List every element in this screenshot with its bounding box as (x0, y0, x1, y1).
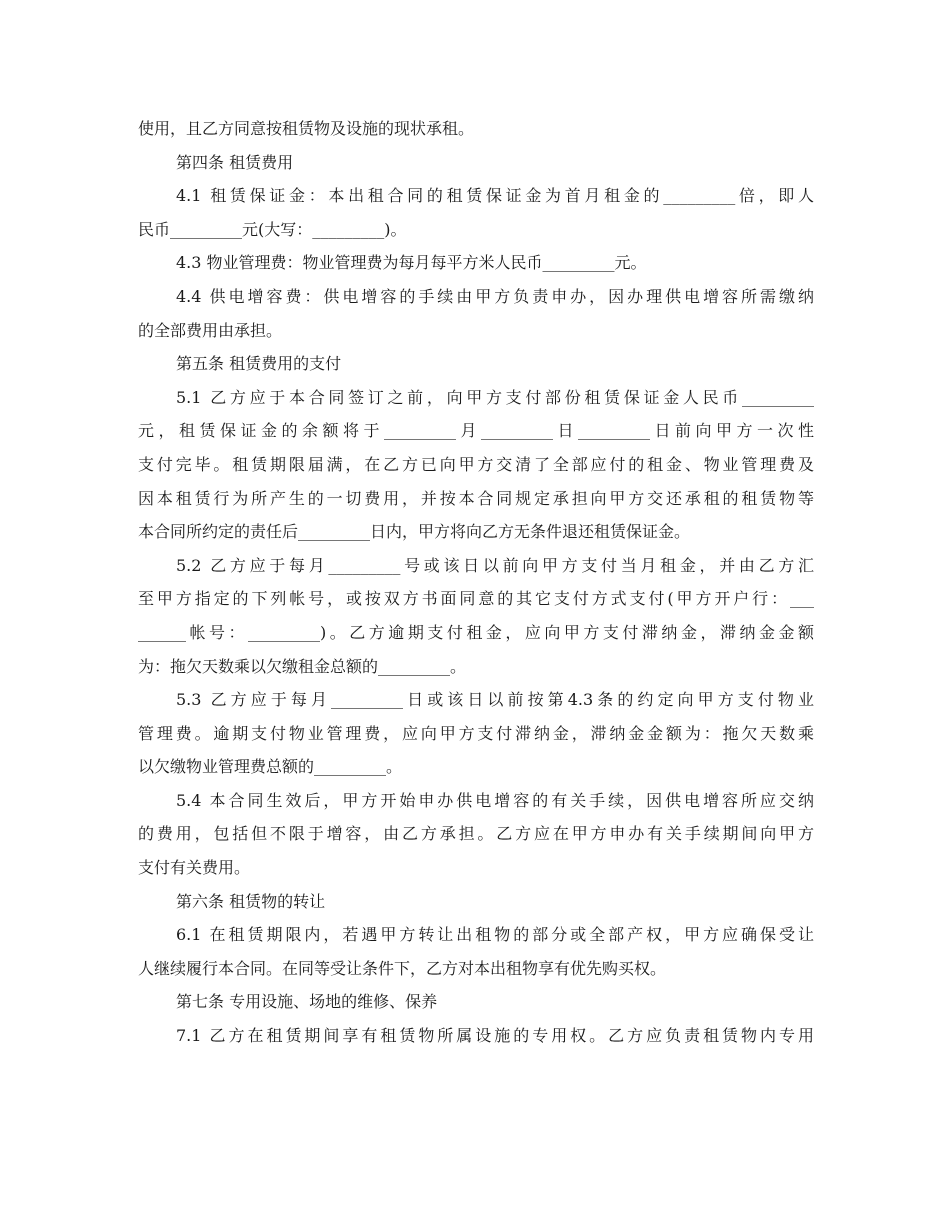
text-line: 5.1 乙方应于本合同签订之前，向甲方支付部份租赁保证金人民币_________ (176, 387, 814, 407)
text-line: 因本租赁行为所产生的一切费用，并按本合同规定承担向甲方交还承租的租赁物等 (138, 488, 814, 508)
contract-text (138, 112, 814, 1053)
section-heading: 第六条 租赁物的转让 (176, 891, 326, 911)
text-line: 5.3 乙方应于每月_________日或该日以前按第4.3条的约定向甲方支付物业 (176, 690, 814, 710)
text-line: 本合同所约定的责任后_________日内，甲方将向乙方无条件退还租赁保证金。 (138, 522, 691, 542)
text-line: ______帐号：_________)。乙方逾期支付租金，应向甲方支付滞纳金，滞纳金金额 (138, 622, 814, 642)
text-line: 支付有关费用。 (138, 858, 251, 878)
text-line: 使用，且乙方同意按租赁物及设施的现状承租。 (138, 119, 475, 138)
section-heading: 第五条 租赁费用的支付 (176, 354, 342, 374)
text-line: 4.1 租赁保证金：本出租合同的租赁保证金为首月租金的_________倍，即人 (176, 186, 814, 206)
text-line: 至甲方指定的下列帐号，或按双方书面同意的其它支付方式支付(甲方开户行：___ (138, 589, 814, 609)
text-line: 的费用，包括但不限于增容，由乙方承担。乙方应在甲方申办有关手续期间向甲方 (138, 824, 814, 844)
text-line: 元，租赁保证金的余额将于_________月_________日_________日前向甲方一次性 (138, 421, 814, 441)
text-line: 6.1 在租赁期限内，若遇甲方转让出租物的部分或全部产权，甲方应确保受让 (176, 925, 814, 945)
text-line: 4.3 物业管理费：物业管理费为每月每平方米人民币_________元。 (176, 253, 647, 273)
text-line: 4.4 供电增容费：供电增容的手续由甲方负责申办，因办理供电增容所需缴纳 (176, 286, 814, 306)
text-line: 人继续履行本合同。在同等受让条件下，乙方对本出租物享有优先购买权。 (138, 958, 667, 978)
text-line: 支付完毕。租赁期限届满，在乙方已向甲方交清了全部应付的租金、物业管理费及 (138, 454, 814, 474)
text-line: 的全部费用由承担。 (138, 320, 283, 340)
section-heading: 第四条 租赁费用 (176, 152, 294, 172)
text-line: 5.4 本合同生效后，甲方开始申办供电增容的有关手续，因供电增容所应交纳 (176, 790, 814, 810)
text-line: 7.1 乙方在租赁期间享有租赁物所属设施的专用权。乙方应负责租赁物内专用 (176, 1026, 814, 1046)
text-line: 5.2 乙方应于每月_________号或该日以前向甲方支付当月租金，并由乙方汇 (176, 555, 814, 575)
text-line: 民币_________元(大写：_________)。 (138, 219, 407, 239)
text-line: 为：拖欠天数乘以欠缴租金总额的_________。 (138, 656, 467, 676)
text-line: 管理费。逾期支付物业管理费，应向甲方支付滞纳金，滞纳金金额为：拖欠天数乘 (138, 723, 814, 743)
section-heading: 第七条 专用设施、场地的维修、保养 (176, 992, 438, 1012)
text-line: 以欠缴物业管理费总额的_________。 (138, 757, 403, 777)
